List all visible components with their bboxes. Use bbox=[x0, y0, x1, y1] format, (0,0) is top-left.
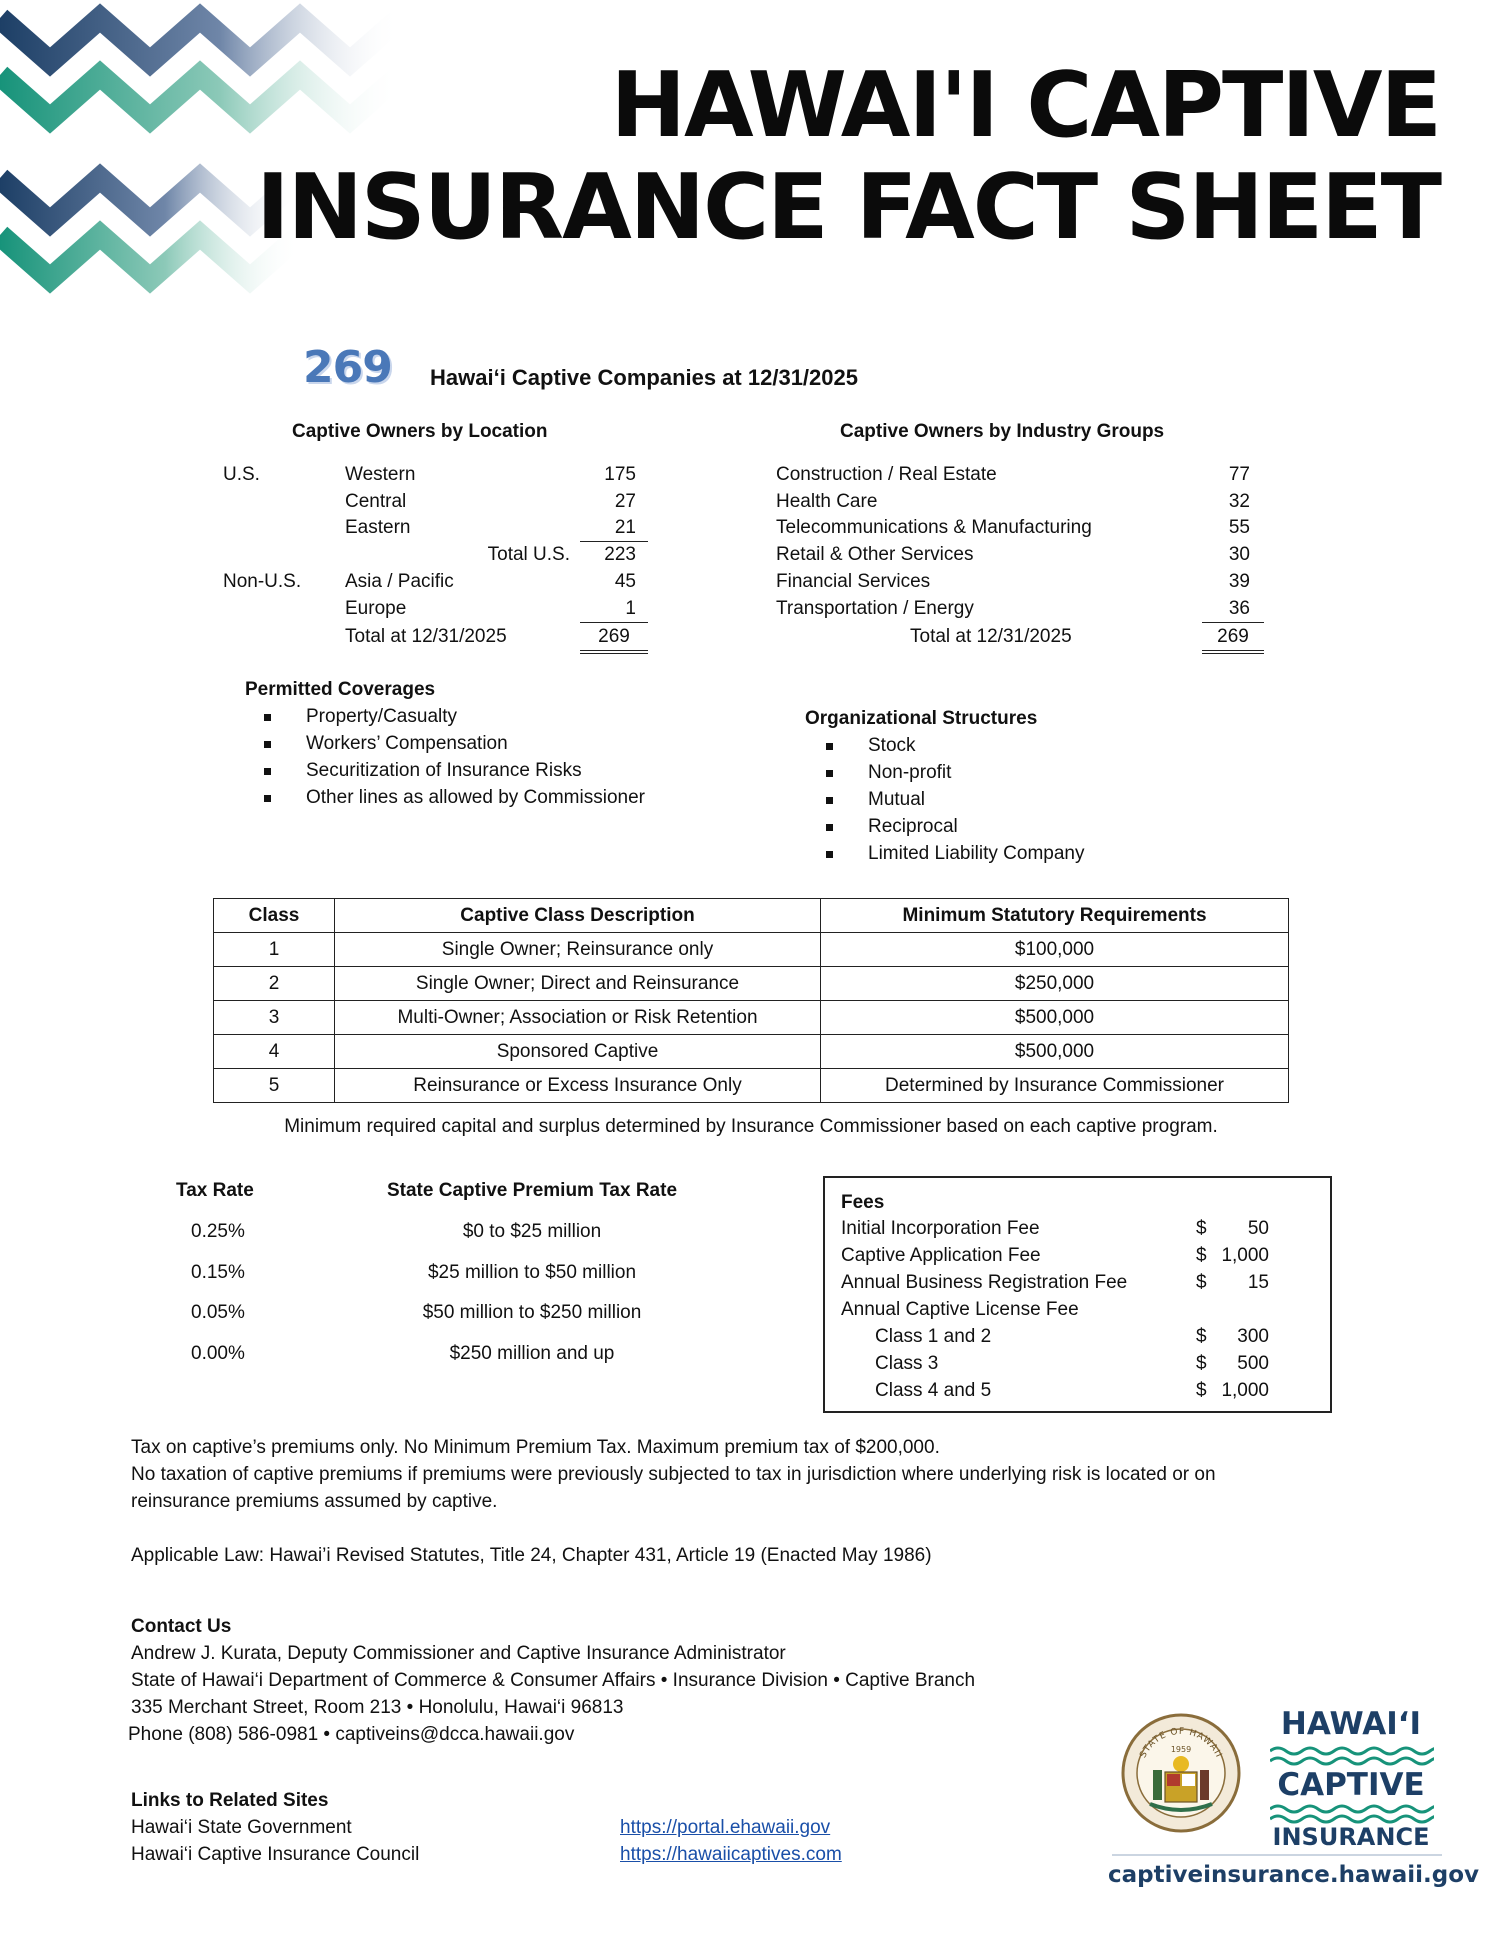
location-row-label: Asia / Pacific bbox=[345, 571, 454, 592]
structure-item: Stock bbox=[868, 735, 916, 756]
class-cell: 1 bbox=[214, 933, 335, 967]
coverages-heading: Permitted Coverages bbox=[245, 679, 436, 700]
us-label: U.S. bbox=[223, 464, 260, 485]
requirement-cell: $500,000 bbox=[821, 1001, 1289, 1035]
location-row-value: 175 bbox=[604, 464, 636, 485]
structure-item: Mutual bbox=[868, 789, 926, 810]
industry-row-label: Financial Services bbox=[776, 571, 931, 592]
fee-label: Captive Application Fee bbox=[841, 1245, 1041, 1266]
location-row-value: 45 bbox=[614, 571, 636, 592]
industry-row-label: Construction / Real Estate bbox=[776, 464, 997, 485]
fee-currency: $ bbox=[1196, 1218, 1207, 1239]
industry-grand-total-label: Total at 12/31/2025 bbox=[910, 626, 1072, 647]
state-government-link[interactable]: https://portal.ehawaii.gov bbox=[620, 1817, 831, 1838]
fee-currency: $ bbox=[1196, 1380, 1207, 1401]
table-row bbox=[214, 967, 1289, 1001]
tax-range: $0 to $25 million bbox=[462, 1221, 602, 1242]
location-row-label: Western bbox=[345, 464, 416, 485]
tax-rate: 0.25% bbox=[191, 1221, 245, 1242]
location-row-label: Eastern bbox=[345, 517, 411, 538]
fee-currency: $ bbox=[1196, 1272, 1207, 1293]
fee-amount: 1,000 bbox=[1221, 1245, 1269, 1266]
industry-row-label: Transportation / Energy bbox=[776, 598, 974, 619]
fee-currency: $ bbox=[1196, 1353, 1207, 1374]
class-cell: 4 bbox=[214, 1035, 335, 1069]
industry-row-value: 55 bbox=[1228, 517, 1250, 538]
location-grand-total-label: Total at 12/31/2025 bbox=[345, 626, 507, 647]
tax-rate-header: Tax Rate bbox=[176, 1180, 254, 1201]
fee-label: Annual Captive License Fee bbox=[841, 1299, 1079, 1320]
captive-council-link[interactable]: https://hawaiicaptives.com bbox=[620, 1844, 842, 1865]
fee-label: Initial Incorporation Fee bbox=[841, 1218, 1040, 1239]
svg-text:STATE OF HAWAII: STATE OF HAWAII bbox=[1138, 1726, 1224, 1760]
industry-grand-total-value: 269 bbox=[1202, 623, 1264, 654]
class-cell: 3 bbox=[214, 1001, 335, 1035]
structure-item: Non-profit bbox=[868, 762, 952, 783]
class-table-note: Minimum required capital and surplus determined by Insurance Commissioner based on each captive program. bbox=[284, 1116, 1218, 1137]
description-cell: Single Owner; Direct and Reinsurance bbox=[335, 967, 821, 1001]
coverage-item: Property/Casualty bbox=[306, 706, 458, 727]
bullet-icon bbox=[826, 824, 833, 831]
location-row-label: Central bbox=[345, 491, 407, 512]
fee-amount: 300 bbox=[1237, 1326, 1269, 1347]
bullet-icon bbox=[264, 795, 271, 802]
link-label: Hawai‘i State Government bbox=[131, 1817, 352, 1838]
fee-amount: 500 bbox=[1237, 1353, 1269, 1374]
description-cell: Reinsurance or Excess Insurance Only bbox=[335, 1069, 821, 1103]
class-cell: 2 bbox=[214, 967, 335, 1001]
contact-line: Andrew J. Kurata, Deputy Commissioner and Captive Insurance Administrator bbox=[131, 1643, 786, 1664]
logo-insurance-text: INSURANCE bbox=[1272, 1823, 1430, 1851]
fee-amount: 1,000 bbox=[1221, 1380, 1269, 1401]
location-row-label: Europe bbox=[345, 598, 407, 619]
coverage-item: Other lines as allowed by Commissioner bbox=[306, 787, 645, 808]
link-label: Hawai‘i Captive Insurance Council bbox=[131, 1844, 420, 1865]
title-line-2: INSURANCE FACT SHEET bbox=[256, 155, 1440, 260]
coverage-item: Securitization of Insurance Risks bbox=[306, 760, 582, 781]
location-total-us-label: Total U.S. bbox=[487, 544, 570, 565]
logo-divider bbox=[1112, 1854, 1442, 1856]
fee-amount: 50 bbox=[1247, 1218, 1269, 1239]
industry-row-label: Health Care bbox=[776, 491, 878, 512]
tax-rate: 0.00% bbox=[191, 1343, 245, 1364]
industry-row-label: Telecommunications & Manufacturing bbox=[776, 517, 1092, 538]
table-row bbox=[214, 1035, 1289, 1069]
tax-range-header: State Captive Premium Tax Rate bbox=[386, 1180, 678, 1201]
description-cell: Sponsored Captive bbox=[335, 1035, 821, 1069]
table-row bbox=[214, 933, 1289, 967]
requirement-cell: $500,000 bbox=[821, 1035, 1289, 1069]
tax-note-line: Tax on captive’s premiums only. No Minimum Premium Tax. Maximum premium tax of $200,000. bbox=[131, 1437, 940, 1458]
location-row-value: 1 bbox=[580, 595, 648, 623]
state-seal-icon bbox=[1120, 1712, 1242, 1834]
table-header-row bbox=[214, 899, 1289, 933]
structure-item: Reciprocal bbox=[868, 816, 958, 837]
bullet-icon bbox=[826, 851, 833, 858]
description-cell: Multi-Owner; Association or Risk Retention bbox=[335, 1001, 821, 1035]
requirement-cell: $100,000 bbox=[821, 933, 1289, 967]
coverage-item: Workers’ Compensation bbox=[306, 733, 508, 754]
svg-text:1959: 1959 bbox=[1170, 1745, 1192, 1754]
captive-count: 269 bbox=[303, 342, 392, 393]
logo-captive-text: CAPTIVE bbox=[1277, 1767, 1425, 1803]
tax-note-line: No taxation of captive premiums if premiums were previously subjected to tax in jurisdiction where underlying risk is located or on bbox=[131, 1464, 1216, 1485]
nonus-label: Non-U.S. bbox=[223, 571, 302, 592]
summary-heading: Hawai‘i Captive Companies at 12/31/2025 bbox=[430, 365, 858, 390]
requirement-cell: $250,000 bbox=[821, 967, 1289, 1001]
industry-row-value: 30 bbox=[1228, 544, 1250, 565]
tax-note-line: reinsurance premiums assumed by captive. bbox=[131, 1491, 498, 1512]
tax-range: $250 million and up bbox=[449, 1343, 615, 1364]
fee-label: Class 4 and 5 bbox=[875, 1380, 992, 1401]
column-header: Captive Class Description bbox=[335, 899, 821, 933]
class-cell: 5 bbox=[214, 1069, 335, 1103]
industry-row-label: Retail & Other Services bbox=[776, 544, 974, 565]
description-cell: Single Owner; Reinsurance only bbox=[335, 933, 821, 967]
fee-amount: 15 bbox=[1247, 1272, 1269, 1293]
tax-rate: 0.05% bbox=[191, 1302, 245, 1323]
structure-item: Limited Liability Company bbox=[868, 843, 1085, 864]
structures-heading: Organizational Structures bbox=[805, 708, 1038, 729]
industry-row-value: 39 bbox=[1228, 571, 1250, 592]
table-row bbox=[214, 1001, 1289, 1035]
bullet-icon bbox=[826, 797, 833, 804]
location-grand-total-value: 269 bbox=[580, 623, 648, 654]
location-heading: Captive Owners by Location bbox=[292, 421, 548, 442]
links-heading: Links to Related Sites bbox=[131, 1790, 329, 1811]
fee-label: Annual Business Registration Fee bbox=[841, 1272, 1128, 1293]
fees-heading: Fees bbox=[841, 1192, 885, 1213]
requirement-cell: Determined by Insurance Commissioner bbox=[821, 1069, 1289, 1103]
fee-label: Class 1 and 2 bbox=[875, 1326, 992, 1347]
location-row-value: 21 bbox=[580, 514, 648, 542]
website-link[interactable]: captiveinsurance.hawaii.gov bbox=[1108, 1862, 1480, 1888]
tax-range: $50 million to $250 million bbox=[422, 1302, 642, 1323]
contact-heading: Contact Us bbox=[131, 1616, 232, 1637]
captive-class-table bbox=[213, 898, 1289, 1103]
fee-currency: $ bbox=[1196, 1326, 1207, 1347]
contact-line: 335 Merchant Street, Room 213 • Honolulu, Hawai‘i 96813 bbox=[131, 1697, 624, 1718]
title-line-1: HAWAI'I CAPTIVE bbox=[610, 53, 1440, 158]
bullet-icon bbox=[826, 770, 833, 777]
bullet-icon bbox=[264, 714, 271, 721]
location-row-value: 27 bbox=[614, 491, 636, 512]
fee-label: Class 3 bbox=[875, 1353, 939, 1374]
location-total-us-value: 223 bbox=[604, 544, 636, 565]
tax-range: $25 million to $50 million bbox=[427, 1262, 637, 1283]
industry-row-value: 32 bbox=[1228, 491, 1250, 512]
industry-heading: Captive Owners by Industry Groups bbox=[840, 421, 1165, 442]
bullet-icon bbox=[264, 768, 271, 775]
contact-phone-email[interactable]: Phone (808) 586-0981 • captiveins@dcca.hawaii.gov bbox=[128, 1724, 575, 1745]
bullet-icon bbox=[826, 743, 833, 750]
table-row bbox=[214, 1069, 1289, 1103]
industry-row-value: 77 bbox=[1228, 464, 1250, 485]
tax-rate: 0.15% bbox=[191, 1262, 245, 1283]
industry-row-value: 36 bbox=[1202, 595, 1264, 623]
fee-currency: $ bbox=[1196, 1245, 1207, 1266]
logo-hawaii-text: HAWAI‘I bbox=[1280, 1706, 1422, 1742]
applicable-law: Applicable Law: Hawai’i Revised Statutes, Title 24, Chapter 431, Article 19 (Enacted May 1986) bbox=[131, 1545, 932, 1566]
column-header: Minimum Statutory Requirements bbox=[821, 899, 1289, 933]
column-header: Class bbox=[214, 899, 335, 933]
contact-line: State of Hawai‘i Department of Commerce & Consumer Affairs • Insurance Division • Captive Branch bbox=[131, 1670, 976, 1691]
bullet-icon bbox=[264, 741, 271, 748]
logo-wave-icon bbox=[1270, 1745, 1434, 1767]
